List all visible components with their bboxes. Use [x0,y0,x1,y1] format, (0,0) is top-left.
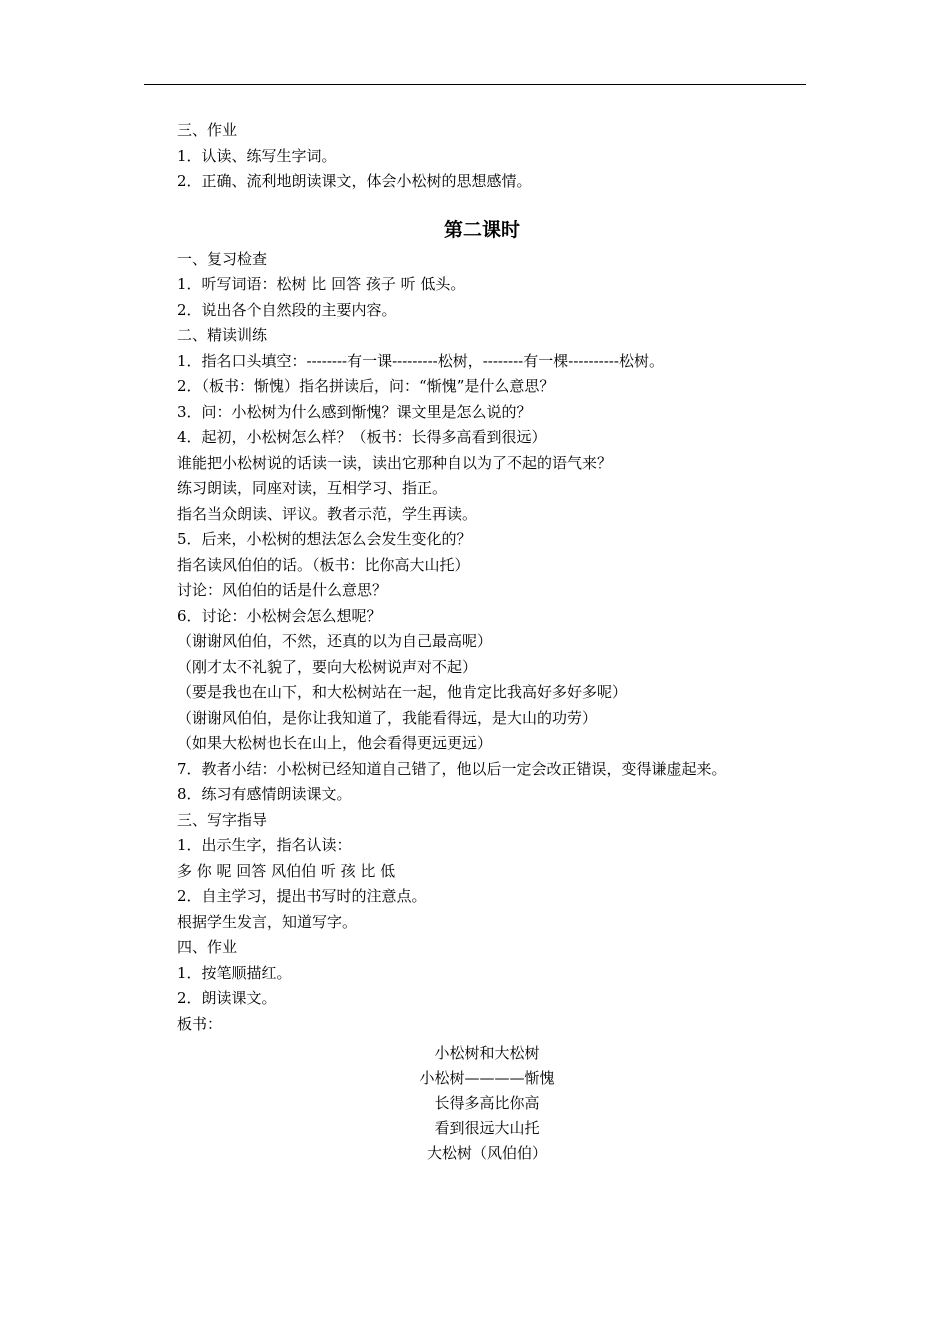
reading-item: （谢谢风伯伯，不然，还真的以为自己最高呢） [177,632,493,650]
header-rule [144,84,806,85]
board-summary [277,1041,697,1166]
document-body [177,118,817,1166]
reading-item: 练习朗读，同座对读，互相学习、指正。 [177,479,448,497]
reading-item: 讨论：风伯伯的话是什么意思？ [177,581,388,599]
lesson-title: 第二课时 [443,218,520,241]
writing-item: 1．出示生字，指名认读： [177,836,352,854]
homework-item-2: 2．正确、流利地朗读课文，体会小松树的思想感情。 [177,172,532,190]
writing-item: 多 你 呢 回答 风伯伯 听 孩 比 低 [177,861,396,880]
reading-item: 6．讨论：小松树会怎么想呢？ [177,606,382,625]
reading-item: （如果大松树也长在山上，他会看得更远更远） [177,734,493,752]
reading-item: 4．起初，小松树怎么样？（板书：长得多高看到很远） [177,428,547,446]
reading-item: 5．后来，小松树的想法怎么会发生变化的？ [177,530,472,548]
reading-item: 7．教者小结：小松树已经知道自己错了，他以后一定会改正错误，变得谦虚起来。 [177,759,727,778]
section-heading-writing: 三、写字指导 [177,810,268,829]
board-label: 板书： [177,1014,223,1033]
homework2-item: 1．按笔顺描红。 [177,963,292,982]
reading-item: 3．问：小松树为什么感到惭愧？课文里是怎么说的？ [177,402,532,421]
section-heading-review: 一、复习检查 [177,249,268,268]
reading-item: （谢谢风伯伯，是你让我知道了，我能看得远，是大山的功劳） [177,708,598,727]
reading-item: 8．练习有感情朗读课文。 [177,785,352,803]
board-line: 大松树（风伯伯） [426,1144,547,1162]
reading-item: 2．（板书：惭愧）指名拼读后，问：“惭愧”是什么意思？ [177,377,555,395]
board-line: 看到很远大山托 [434,1119,540,1137]
board-line: 长得多高比你高 [434,1094,540,1112]
reading-item: 1．指名口头填空：--------有一课---------松树，--------有一棵----------松树。 [177,351,664,370]
reading-item: 谁能把小松树说的话读一读，读出它那种自以为了不起的语气来？ [177,453,613,472]
section-heading-homework: 四、作业 [177,938,238,956]
review-item-2: 2．说出各个自然段的主要内容。 [177,300,397,319]
reading-item: （要是我也在山下，和大松树站在一起，他肯定比我高好多好多呢） [177,683,628,701]
reading-item: （刚才太不礼貌了，要向大松树说声对不起） [177,657,478,676]
homework-heading: 三、作业 [177,121,238,139]
board-line: 小松树和大松树 [434,1044,540,1062]
reading-item: 指名当众朗读、评议。教者示范，学生再读。 [177,504,478,523]
writing-item: 2．自主学习，提出书写时的注意点。 [177,887,427,905]
homework2-item: 2．朗读课文。 [177,989,277,1007]
review-item-1: 1．听写词语：松树 比 回答 孩子 听 低头。 [177,275,466,293]
writing-item: 根据学生发言，知道写字。 [177,912,358,931]
reading-item: 指名读风伯伯的话。（板书：比你高大山托） [177,555,470,574]
homework-item-1: 1．认读、练写生字词。 [177,146,337,165]
board-line: 小松树————惭愧 [419,1069,555,1087]
section-heading-reading: 二、精读训练 [177,326,268,344]
